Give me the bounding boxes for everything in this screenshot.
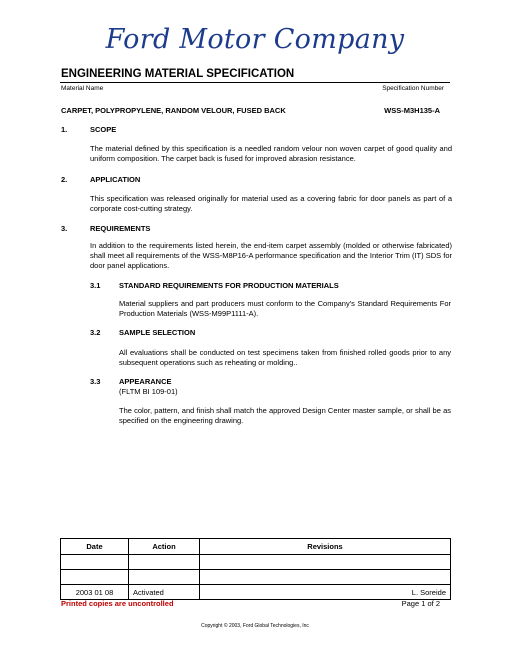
cell-action: [129, 570, 200, 585]
spec-number: WSS-M3H135-A: [384, 106, 440, 115]
title-rule: [60, 82, 450, 83]
subsection-text-sample-selection: All evaluations shall be conducted on test specimens taken from finished rolled goods prior to any subsequent operations such as reheating or molding..: [119, 348, 451, 367]
cell-date: [61, 555, 129, 570]
subsection-title-standard-requirements: STANDARD REQUIREMENTS FOR PRODUCTION MATERIALS: [119, 281, 339, 290]
subsection-title-sample-selection: SAMPLE SELECTION: [119, 328, 196, 337]
document-title: ENGINEERING MATERIAL SPECIFICATION: [61, 68, 295, 80]
copyright-notice: Copyright © 2003, Ford Global Technologies, Inc: [201, 623, 309, 629]
ford-logo-text: Ford Motor Company: [105, 24, 405, 55]
subsection-number: 3.1: [90, 281, 101, 290]
cell-date: [61, 570, 129, 585]
cell-revisions: L. Soreide: [200, 585, 451, 600]
revisions-table: [60, 538, 451, 600]
cell-action: [129, 555, 200, 570]
section-number: 2.: [61, 175, 68, 184]
uncontrolled-copy-notice: Printed copies are uncontrolled: [61, 599, 174, 608]
section-text-requirements: In addition to the requirements listed herein, the end-item carpet assembly (molded or otherwise fabricated) shall meet all requirements of the WSS-M8P16-A performance specification and the Interior Trim (IT) SDS for door panel applications.: [90, 241, 452, 270]
subsection-text-appearance: The color, pattern, and finish shall match the approved Design Center master sample, or shall be as specified on the engineering drawing.: [119, 406, 451, 425]
column-header-action: Action: [129, 539, 200, 555]
subsection-text-standard-requirements: Material suppliers and part producers must conform to the Company's Standard Requirements For Production Materials (WSS-M99P1111-A).: [119, 299, 451, 318]
page-number: Page 1 of 2: [401, 599, 440, 608]
subsection-number: 3.3: [90, 377, 101, 386]
section-title-requirements: REQUIREMENTS: [90, 224, 151, 233]
section-number: 3.: [61, 224, 68, 233]
table-row: [61, 585, 451, 600]
ford-logo: [0, 24, 510, 55]
section-text-scope: The material defined by this specification is a needled random velour non woven carpet of good quality and uniform composition. The carpet back is fused for improved abrasion resistance.: [90, 144, 452, 163]
section-number: 1.: [61, 125, 68, 134]
subsection-title-appearance: APPEARANCE: [119, 377, 172, 386]
subsection-test-method: (FLTM BI 109-01): [119, 387, 178, 396]
section-title-application: APPLICATION: [90, 175, 141, 184]
table-row: [61, 570, 451, 585]
cell-action: Activated: [129, 585, 200, 600]
subsection-number: 3.2: [90, 328, 101, 337]
material-name-label: Material Name: [61, 85, 104, 92]
table-row: [61, 555, 451, 570]
cell-revisions: [200, 570, 451, 585]
column-header-date: Date: [61, 539, 129, 555]
spec-number-label: Specification Number: [382, 85, 444, 92]
table-header-row: [61, 539, 451, 555]
cell-date: 2003 01 08: [61, 585, 129, 600]
section-text-application: This specification was released originally for material used as a covering fabric for door panels as part of a corporate cost-cutting strategy.: [90, 194, 452, 213]
material-name: CARPET, POLYPROPYLENE, RANDOM VELOUR, FUSED BACK: [61, 106, 286, 115]
section-title-scope: SCOPE: [90, 125, 117, 134]
cell-revisions: [200, 555, 451, 570]
column-header-revisions: Revisions: [200, 539, 451, 555]
